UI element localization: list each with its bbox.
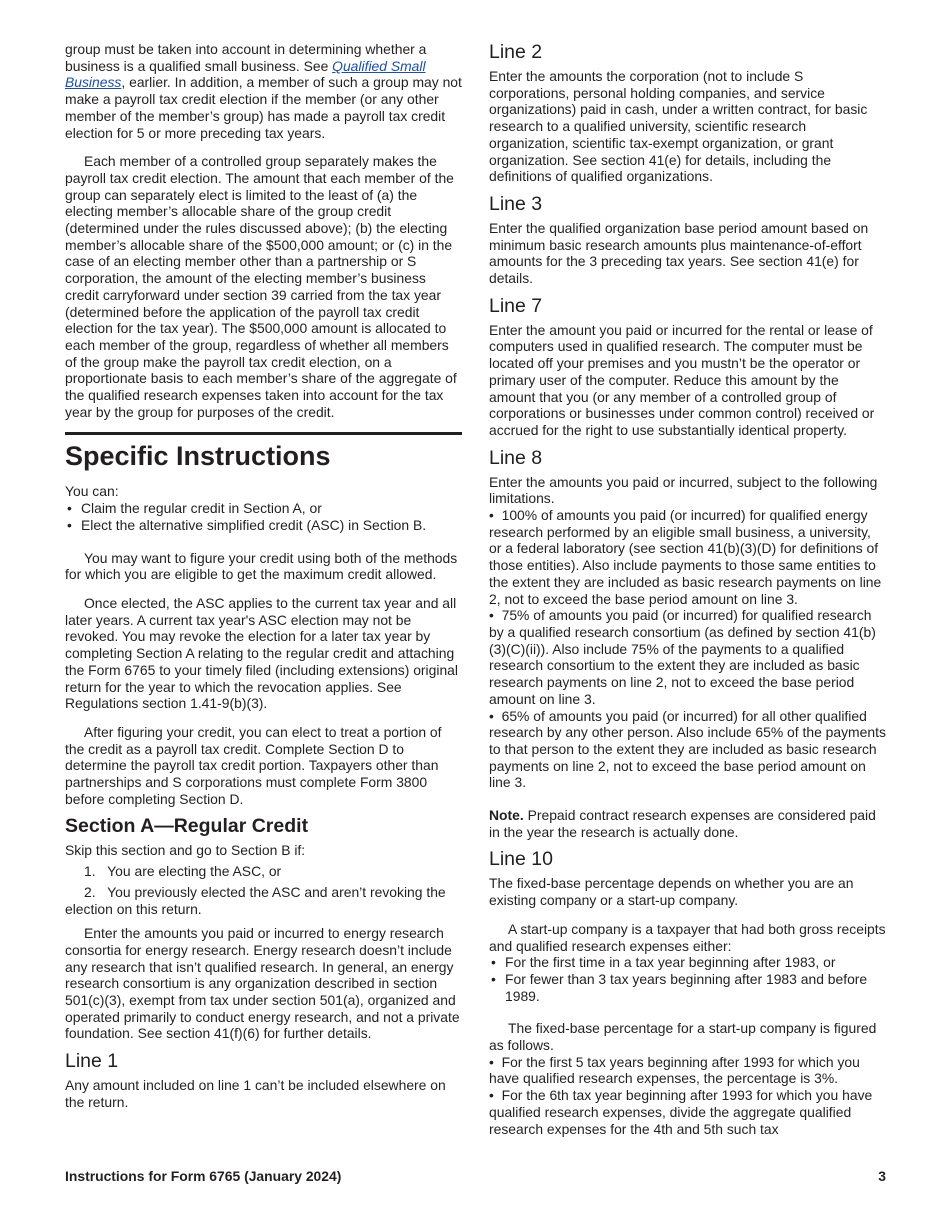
paragraph: Enter the amounts the corporation (not to include S corporations, personal holding companies, and service organizations) paid in cash, under a written contract, for basic research to a qualified university, scientific research organization, scientific tax-exempt organization, or grant organization. See section 41(e) for details, including the definitions of qualified organizations. <box>489 68 868 185</box>
paragraph: You may want to figure your credit using both of the methods for which you are eligible to get the maximum credit allowed. <box>65 549 458 583</box>
line-1-heading: Line 1 <box>65 1050 119 1073</box>
line-3-heading: Line 3 <box>489 192 543 215</box>
you-can-label: You can: <box>65 483 119 500</box>
list-item: • For the first 5 tax years beginning after 1993 for which you have qualified research expenses, the percentage is 3%. <box>489 1053 860 1087</box>
paragraph: Enter the amount you paid or incurred for the rental or lease of computers used in qualified research. The computer must be located off your premises and you mustn’t be the operator or primary user of the computer. Reduce this amount by the amount that you (or any member of a controlled group of corporations or businesses under common control) received or accrued for the right to use substantially identical property. <box>489 321 875 438</box>
note: Note. Prepaid contract research expenses are considered paid in the year the research is actually done. <box>489 807 876 840</box>
section-a-heading: Section A—Regular Credit <box>65 815 309 838</box>
paragraph: Each member of a controlled group separately makes the payroll tax credit election. The amount that each member of the group can separately elect is limited to the least of (a) the electing member’s allocable share of the group credit (determined under the rules discussed above); (b) the electing member’s allocable share of the $500,000 amount; or (c) in the case of an electing member other than a partnership or S corporation, the amount of the electing member’s business credit carryforward under section 39 carried from the tax year (determined before the application of the payroll tax credit election for the tax year). The $500,000 amount is allocated to each member of the group, regardless of whether all members of the group make the payroll tax credit election, on a proportionate basis to each member’s share of the aggregate of the qualified research expenses taken into account for the tax year by the group for purposes of the credit. <box>65 153 457 420</box>
paragraph: A start-up company is a taxpayer that had both gross receipts and qualified research expenses either: <box>489 920 886 954</box>
specific-instructions-heading: Specific Instructions <box>65 432 462 471</box>
left-column <box>65 41 462 1123</box>
skip-text: Skip this section and go to Section B if: <box>65 842 306 859</box>
list-item: • For fewer than 3 tax years beginning after 1983 and before 1989. <box>489 971 886 1004</box>
list-item: • 75% of amounts you paid (or incurred) for qualified research by a qualified research consortium (as defined by section 41(b)(3)(C)(ii)). Also include 75% of the payments to a qualified research consortium to the extent they are included as basic research payments on line 2, not to exceed the base period amount on line 3. <box>489 607 876 707</box>
qualified-small-business-link[interactable]: Qualified Small Business <box>65 57 426 91</box>
paragraph: Enter the amounts you paid or incurred to energy research consortia for energy research. Energy research doesn’t include any research that isn’t qualified research. In general, an energy research consortium is any organization described in section 501(c)(3), exempt from tax under section 501(a), organized and operated primarily to conduct energy research, and not a private foundation. See section 41(f)(6) for further details. <box>65 925 460 1042</box>
line-2-heading: Line 2 <box>489 41 543 63</box>
paragraph: The fixed-base percentage for a start-up company is figured as follows. <box>489 1020 877 1054</box>
line-8-heading: Line 8 <box>489 446 543 469</box>
list-item: • Elect the alternative simplified credit (ASC) in Section B. <box>65 517 462 534</box>
page-number: 3 <box>878 1168 886 1184</box>
note-label: Note. <box>489 807 524 824</box>
paragraph: group must be taken into account in determining whether a business is a qualified small business. See Qualified Small Business, earlier. In addition, a member of such a group may not make a payroll tax credit election if the member (or any other member of the member’s group) has made a payroll tax credit election for 5 or more preceding tax years. <box>65 41 462 141</box>
line-7-heading: Line 7 <box>489 294 543 317</box>
paragraph: After figuring your credit, you can elect to treat a portion of the credit as a payroll tax credit. Complete Section D to determine the payroll tax credit portion. Taxpayers other than partnerships and S corporations must complete Form 3800 before completing Section D. <box>65 723 442 807</box>
list-item: • For the first time in a tax year beginning after 1983, or <box>489 954 886 971</box>
list-item: • For the 6th tax year beginning after 1993 for which you have qualified research expenses, divide the aggregate qualified research expenses for the 4th and 5th such tax <box>489 1087 873 1137</box>
right-column <box>489 41 886 1137</box>
paragraph: Any amount included on line 1 can’t be included elsewhere on the return. <box>65 1077 446 1110</box>
list-item: • Claim the regular credit in Section A, or <box>65 500 462 517</box>
footer-title: Instructions for Form 6765 (January 2024) <box>65 1168 342 1184</box>
paragraph: Enter the qualified organization base period amount based on minimum basic research amounts plus maintenance-of-effort amounts for the 3 preceding tax years. See section 41(e) for details. <box>489 219 869 287</box>
paragraph: Enter the amounts you paid or incurred, subject to the following limitations. <box>489 473 878 507</box>
numbered-item: 2. You previously elected the ASC and aren’t revoking the election on this return. <box>65 883 446 917</box>
line-10-heading: Line 10 <box>489 848 553 871</box>
list-item: • 65% of amounts you paid (or incurred) for all other qualified research by any other person. Also include 65% of the payments to that person to the extent they are included as basic research payments on line 2, not to exceed the base period amount on line 3. <box>489 707 886 791</box>
numbered-item: 1. You are electing the ASC, or <box>84 863 282 880</box>
paragraph: The fixed-base percentage depends on whether you are an existing company or a start-up company. <box>489 875 854 909</box>
list-item: • 100% of amounts you paid (or incurred) for qualified energy research performed by an eligible small business, a university, or a federal laboratory (see section 41(b)(3)(D) for definitions of those entities). Also include payments to those same entities to the extent they are included as basic research payments on line 2, not to exceed the base period amount on line 3. <box>489 507 882 607</box>
page-footer <box>65 1168 886 1185</box>
paragraph: Once elected, the ASC applies to the current tax year and all later years. A current tax year's ASC election may not be revoked. You may revoke the election for a later tax year by completing Section A relating to the regular credit and attaching the Form 6765 to your timely filed (including extensions) original return for the year to which the revocation applies. See Regulations section 1.41-9(b)(3). <box>65 594 458 712</box>
